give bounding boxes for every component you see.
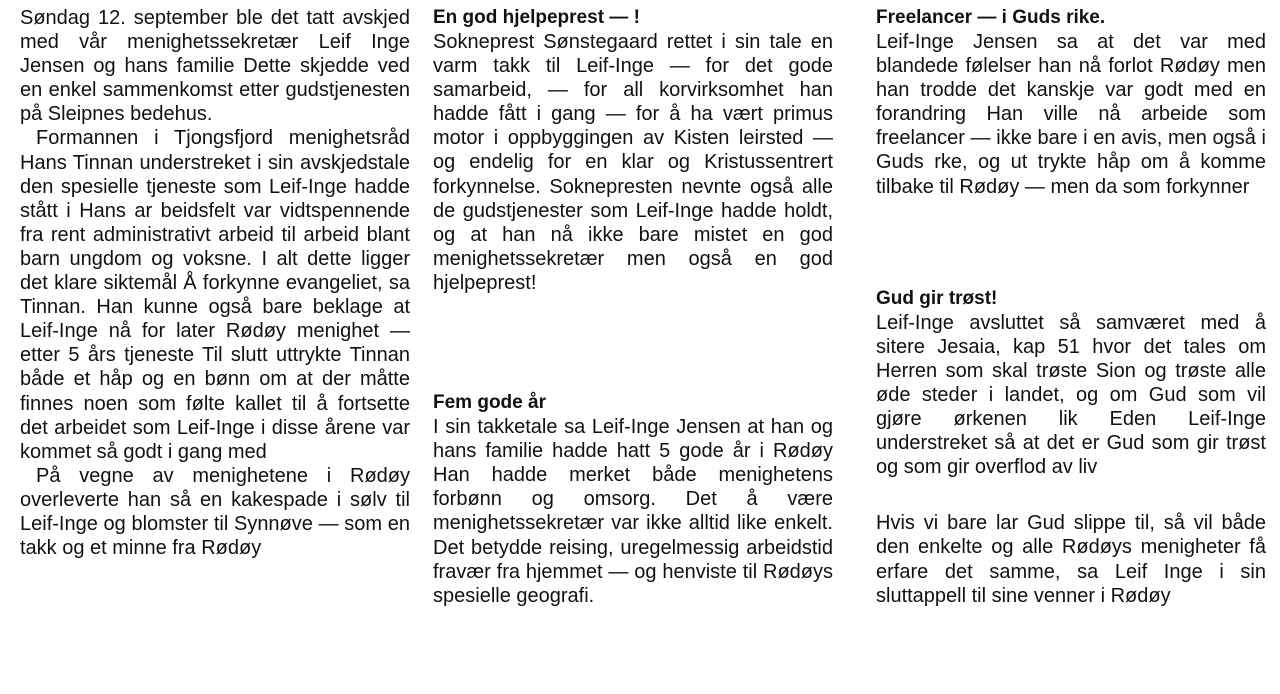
tinnan-paragraph: Formannen i Tjongsfjord menighetsråd Hans Tinnan understreket i sin avskjedstale den spesielle tjeneste som Leif-Inge hadde stått i Hans ar beidsfelt var vidtspennende fra rent administrativt arbeid til arbeid blant barn ungdom og voksne. I alt dette ligger det klare siktemål Å forkynne evangeliet, sa Tinnan. Han kunne også bare beklage at Leif-Inge nå for later Rødøy menighet — etter 5 års tjeneste Til slutt uttrykte Tinnan både et håp og en bønn om at der måtte finnes noen som følte kallet til å fortsette det arbeidet som Leif-Inge i disse årene var kommet så godt i gang med (20, 127, 410, 463)
section-text-hjelpeprest: Sokneprest Sønstegaard rettet i sin tale en varm takk til Leif-Inge — for det gode samarbeid, — for all korvirksomhet han hadde fått i gang — for å ha vært primus motor i oppbyggingen av Kisten leirsted — og endelig for en klar og Kristussentrert forkynnelse. Soknepresten nevnte også alle de gudstjenester som Leif-Inge hadde holdt, og at han nå ikke bare mistet en god menighetssekretær men også en god hjelpeprest! (433, 31, 833, 294)
section-heading-gud-gir-trost: Gud gir trøst! (876, 287, 998, 309)
article-column-3 (876, 6, 1266, 608)
section-text-fem-gode-ar: I sin takketale sa Leif-Inge Jensen at han og hans familie hadde hatt 5 gode år i Rødøy Han hadde merket både menighetens forbønn og omsorg. Det å være menighetssekretær var ikke alltid like enkelt. Det betydde reising, uregelmessig arbeidstid fravær fra hjemmet — og henviste til Rødøys spesielle geografi. (433, 416, 833, 607)
intro-paragraph: Søndag 12. september ble det tatt avskjed med vår menighetssekretær Leif Inge Jensen og hans familie Dette skjedde ved en enkel sammenkomst etter gudstjenesten på Sleipnes bedehus. (20, 7, 410, 126)
section-text-freelancer: Leif-Inge Jensen sa at det var med blandede følelser han nå forlot Rødøy men han trodde det kanskje var godt med en forandring Han ville nå arbeide som freelancer — ikke bare i en avis, men også i Guds rke, og ut trykte håp om å komme tilbake til Rødøy — men da som forkynner (876, 31, 1266, 198)
article-column-2 (433, 6, 833, 608)
section-text-gud-gir-trost: Leif-Inge avsluttet så samværet med å sitere Jesaia, kap 51 hvor det tales om Herren som skal trøste Sion og trøste alle øde steder i landet, og om Gud som vil gjøre ørkenen lik Eden Leif-Inge understreket så at det er Gud som gir trøst og som gir overflod av liv (876, 311, 1266, 479)
section-spacer (433, 295, 833, 391)
closing-paragraph: Hvis vi bare lar Gud slippe til, så vil både den enkelte og alle Rødøys menigheter få erfare det samme, sa Leif Inge i sin sluttappell til sine venner i Rødøy (876, 512, 1266, 607)
section-spacer (876, 199, 1266, 287)
section-heading-fem-gode-ar: Fem gode år (433, 392, 546, 414)
gift-paragraph: På vegne av menighetene i Rødøy overleverte han så en kakespade i sølv til Leif-Inge og blomster til Synnøve — som en takk og et minne fra Rødøy (20, 464, 410, 560)
section-spacer (876, 479, 1266, 511)
section-heading-freelancer: Freelancer — i Guds rike. (876, 7, 1106, 28)
section-heading-hjelpeprest: En god hjelpeprest — ! (433, 7, 640, 28)
article-column-1 (20, 6, 410, 560)
